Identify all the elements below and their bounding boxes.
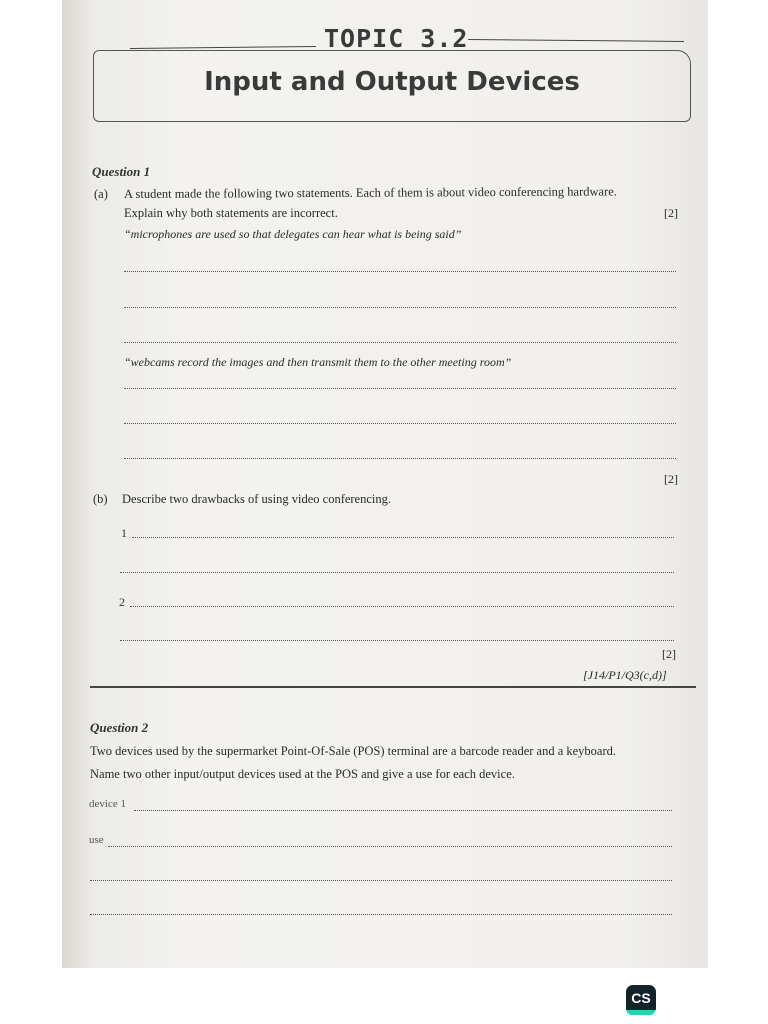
answer-line[interactable]	[120, 572, 674, 573]
answer-line[interactable]	[124, 388, 676, 389]
part-a-line2: Explain why both statements are incorrect.	[124, 206, 338, 220]
part-a-statements-mark: [2]	[664, 472, 678, 486]
use-label: use	[89, 834, 104, 846]
part-b-label: (b)	[93, 492, 108, 506]
drawback-2-line[interactable]	[130, 606, 674, 607]
use-line[interactable]	[108, 846, 672, 847]
answer-line[interactable]	[90, 880, 672, 881]
part-b-text: Describe two drawbacks of using video conferencing.	[122, 492, 392, 506]
title-box	[93, 50, 691, 122]
drawback-2-number: 2	[119, 595, 125, 609]
logo-text: CS	[631, 990, 651, 1006]
topic-number: TOPIC 3.2	[324, 24, 469, 53]
answer-line[interactable]	[90, 914, 672, 915]
device-1-label: device 1	[89, 798, 126, 810]
answer-line[interactable]	[124, 458, 676, 459]
logo-accent-bar	[626, 1010, 656, 1015]
answer-line[interactable]	[120, 640, 674, 641]
answer-line[interactable]	[124, 342, 676, 343]
device-1-line[interactable]	[134, 810, 672, 811]
section-divider	[90, 686, 696, 688]
part-b-mark: [2]	[662, 647, 676, 661]
page-title: Input and Output Devices	[204, 67, 580, 97]
question-2-heading: Question 2	[90, 720, 149, 735]
statement-2: “webcams record the images and then transmit them to the other meeting room”	[124, 355, 512, 369]
drawback-1-number: 1	[121, 526, 127, 540]
answer-line[interactable]	[124, 271, 676, 272]
part-a-line1: A student made the following two statements. Each of them is about video conferencing hardware.	[123, 184, 617, 201]
camscanner-logo	[626, 985, 656, 1015]
answer-line[interactable]	[124, 307, 676, 308]
answer-line[interactable]	[124, 423, 676, 424]
statement-1: “microphones are used so that delegates can hear what is being said”	[124, 227, 462, 241]
question-1-heading: Question 1	[92, 164, 151, 179]
question-reference: [J14/P1/Q3(c,d)]	[583, 668, 667, 682]
part-a-mark: [2]	[664, 206, 678, 220]
question-2-line2: Name two other input/output devices used at the POS and give a use for each device.	[90, 767, 515, 781]
drawback-1-line[interactable]	[132, 537, 674, 538]
part-a-label: (a)	[94, 187, 108, 201]
question-2-line1: Two devices used by the supermarket Point-Of-Sale (POS) terminal are a barcode reader and a keyboard.	[90, 744, 617, 758]
document-page	[62, 0, 708, 968]
